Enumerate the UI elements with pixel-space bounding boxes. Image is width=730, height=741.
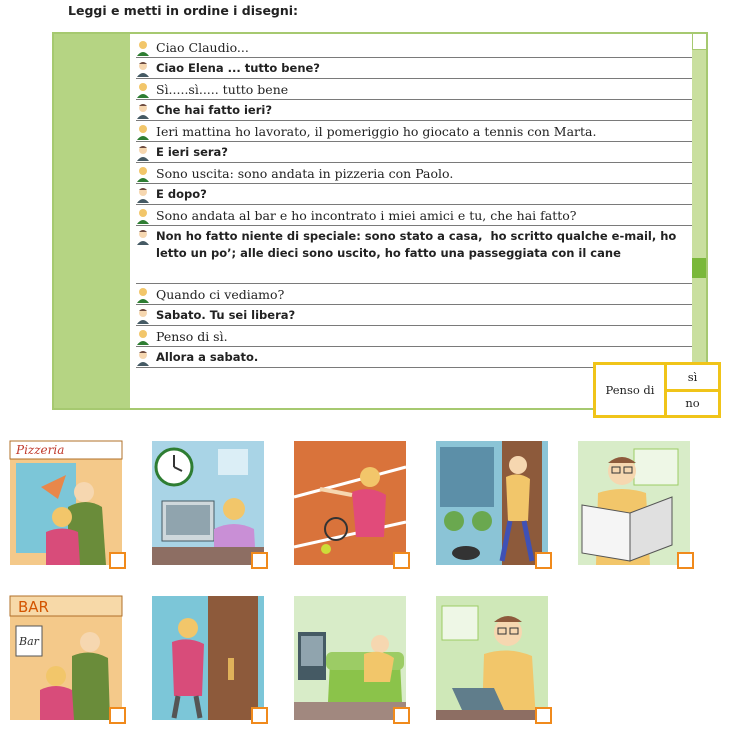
pizzeria-sign-text: Pizzeria xyxy=(16,443,65,457)
dialogue-line: E dopo? xyxy=(136,184,692,205)
order-checkbox[interactable] xyxy=(251,552,268,569)
picture-pizzeria xyxy=(6,437,126,569)
picture-door xyxy=(148,592,268,724)
girl-avatar-icon xyxy=(136,329,150,345)
dialogue-line: Allora a sabato. xyxy=(136,347,692,368)
dialogue-line: Ciao Claudio... xyxy=(136,37,692,58)
dialogue-line: Quando ci vediamo? xyxy=(136,284,692,305)
girl-avatar-icon xyxy=(136,124,150,140)
dialogue-line: Che hai fatto ieri? xyxy=(136,100,692,121)
panel-side-bar xyxy=(54,34,130,408)
boy-avatar-icon xyxy=(136,145,150,161)
girl-avatar-icon xyxy=(136,166,150,182)
exercise-title: Leggi e metti in ordine i disegni: xyxy=(68,3,299,18)
girl-avatar-icon xyxy=(136,40,150,56)
girl-avatar-icon xyxy=(136,287,150,303)
order-checkbox[interactable] xyxy=(535,707,552,724)
popup-option-no[interactable]: no xyxy=(685,396,700,411)
dialogue-line: E ieri sera? xyxy=(136,142,692,163)
boy-avatar-icon xyxy=(136,103,150,119)
dialogue-line: Sono uscita: sono andata in pizzeria con Paolo. xyxy=(136,163,692,184)
scroll-thumb[interactable] xyxy=(692,258,706,278)
scroll-up-button[interactable] xyxy=(692,34,706,50)
popup-label: Penso di xyxy=(596,365,667,415)
order-checkbox[interactable] xyxy=(251,707,268,724)
girl-avatar-icon xyxy=(136,208,150,224)
answer-popup xyxy=(593,362,721,418)
picture-laptop xyxy=(432,592,552,724)
dialogue-line: Penso di sì. xyxy=(136,326,692,347)
dialogue-line: Non ho fatto niente di speciale: sono stato a casa, ho scritto qualche e-mail, ho letto un po’; alle dieci sono uscito, ho fatto una passeggiata con il cane xyxy=(136,226,692,284)
popup-option-yes[interactable]: sì xyxy=(667,365,718,392)
dialogue-line: Sono andata al bar e ho incontrato i miei amici e tu, che hai fatto? xyxy=(136,205,692,226)
dialogue-line: Sabato. Tu sei libera? xyxy=(136,305,692,326)
boy-avatar-icon xyxy=(136,308,150,324)
dialogue-lines xyxy=(136,37,692,368)
picture-office xyxy=(148,437,268,569)
picture-sofa xyxy=(290,592,410,724)
order-checkbox[interactable] xyxy=(535,552,552,569)
order-checkbox[interactable] xyxy=(393,707,410,724)
order-checkbox[interactable] xyxy=(677,552,694,569)
dialogue-panel xyxy=(52,32,708,410)
picture-tennis xyxy=(290,437,410,569)
dialogue-line: Sì.....sì..... tutto bene xyxy=(136,79,692,100)
scrollbar[interactable] xyxy=(692,34,706,408)
picture-dog-walk xyxy=(432,437,552,569)
girl-avatar-icon xyxy=(136,82,150,98)
order-checkbox[interactable] xyxy=(109,707,126,724)
dialogue-line: Ieri mattina ho lavorato, il pomeriggio ho giocato a tennis con Marta. xyxy=(136,121,692,142)
picture-newspaper xyxy=(574,437,694,569)
order-checkbox[interactable] xyxy=(393,552,410,569)
picture-bar xyxy=(6,592,126,724)
dialogue-line: Ciao Elena ... tutto bene? xyxy=(136,58,692,79)
order-checkbox[interactable] xyxy=(109,552,126,569)
boy-avatar-icon xyxy=(136,229,150,245)
boy-avatar-icon xyxy=(136,61,150,77)
bar-board-text: Bar xyxy=(19,635,39,648)
popup-options xyxy=(667,365,718,415)
boy-avatar-icon xyxy=(136,350,150,366)
bar-sign-text: BAR xyxy=(18,598,49,616)
boy-avatar-icon xyxy=(136,187,150,203)
